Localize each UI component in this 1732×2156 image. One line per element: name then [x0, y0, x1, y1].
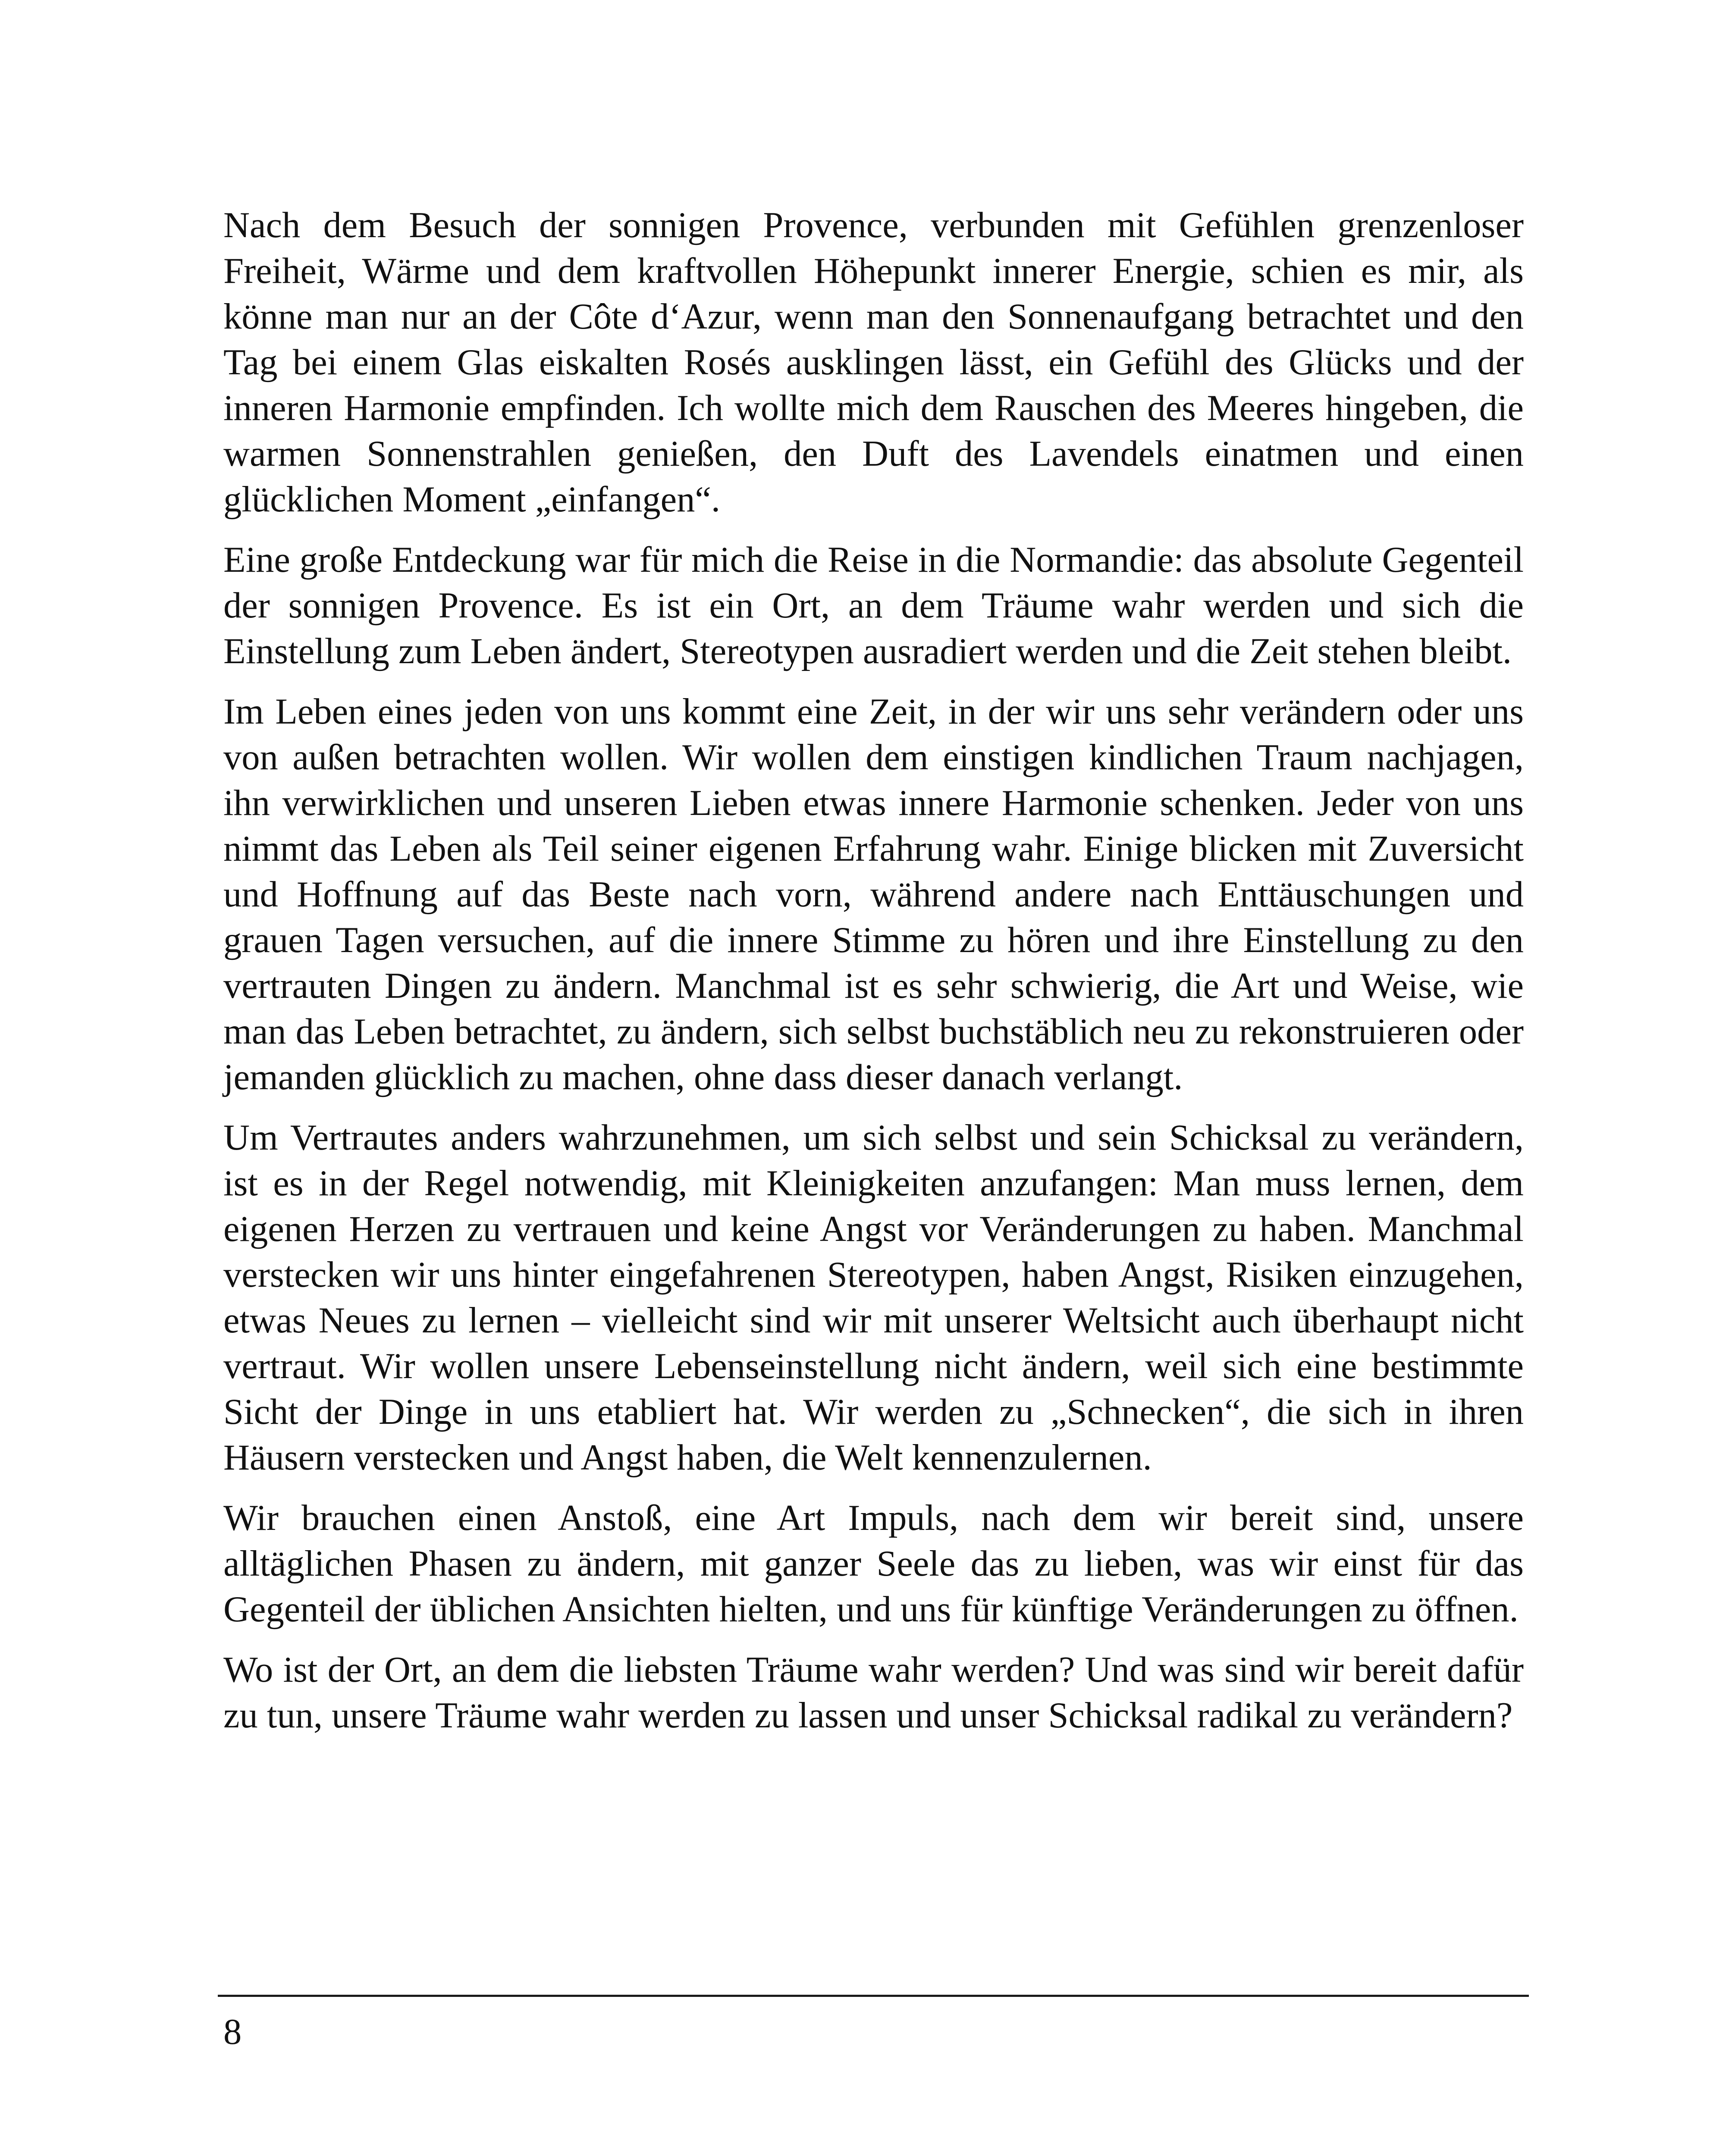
body-text [223, 203, 1524, 1753]
paragraph-6: Wo ist der Ort, an dem die liebsten Träume wahr werden? Und was sind wir bereit dafür zu tun, unsere Träume wahr werden zu lassen und unser Schicksal radikal zu verändern? [223, 1650, 1524, 1736]
paragraph-3: Im Leben eines jeden von uns kommt eine Zeit, in der wir uns sehr verändern oder uns von außen betrachten wollen. Wir wollen dem einstigen kindlichen Traum nachjagen, ihn verwirklichen und unseren Lieben etwas innere Harmonie schenken. Jeder von uns nimmt das Leben als Teil seiner eigenen Erfahrung wahr. Einige blicken mit Zuversicht und Hoffnung auf das Beste nach vorn, während andere nach Enttäuschungen und grauen Tagen versuchen, auf die innere Stimme zu hören und ihre Einstellung zu den vertrauten Dingen zu ändern. Manchmal ist es sehr schwierig, die Art und Weise, wie man das Leben betrachtet, zu ändern, sich selbst buchstäblich neu zu rekonstruieren oder jemanden glücklich zu machen, ohne dass dieser danach verlangt. [223, 692, 1524, 1097]
paragraph-4: Um Vertrautes anders wahrzunehmen, um sich selbst und sein Schicksal zu verändern, ist es in der Regel notwendig, mit Kleinigkeiten anzufangen: Man muss lernen, dem eigenen Herzen zu vertrauen und keine Angst vor Veränderungen zu haben. Manchmal verstecken wir uns hinter eingefahrenen Stereotypen, haben Angst, Risiken einzugehen, etwas Neues zu lernen – vielleicht sind wir mit unserer Weltsicht auch überhaupt nicht vertraut. Wir wollen unsere Lebenseinstellung nicht ändern, weil sich eine bestimmte Sicht der Dinge in uns etabliert hat. Wir werden zu „Schnecken“, die sich in ihren Häusern verstecken und Angst haben, die Welt kennenzulernen. [223, 1118, 1524, 1478]
footer-divider [218, 1995, 1529, 1997]
paragraph-1: Nach dem Besuch der sonnigen Provence, verbunden mit Gefühlen grenzenloser Freiheit, Wärme und dem kraftvollen Höhepunkt innerer Energie, schien es mir, als könne man nur an der Côte d‘Azur, wenn man den Sonnenaufgang betrachtet und den Tag bei einem Glas eiskalten Rosés ausklingen lässt, ein Gefühl des Glücks und der inneren Harmonie empfinden. Ich wollte mich dem Rauschen des Meeres hingeben, die warmen Sonnenstrahlen genießen, den Duft des Lavendels einatmen und einen glücklichen Moment „einfangen“. [223, 205, 1524, 520]
page-number: 8 [223, 2012, 242, 2052]
paragraph-2: Eine große Entdeckung war für mich die Reise in die Normandie: das absolute Gegenteil der sonnigen Provence. Es ist ein Ort, an dem Träume wahr werden und sich die Einstellung zum Leben ändert, Stereotypen ausradiert werden und die Zeit stehen bleibt. [223, 540, 1524, 671]
paragraph-5: Wir brauchen einen Anstoß, eine Art Impuls, nach dem wir bereit sind, unsere alltäglichen Phasen zu ändern, mit ganzer Seele das zu lieben, was wir einst für das Gegenteil der üblichen Ansichten hielten, und uns für künftige Veränderungen zu öffnen. [223, 1498, 1524, 1630]
